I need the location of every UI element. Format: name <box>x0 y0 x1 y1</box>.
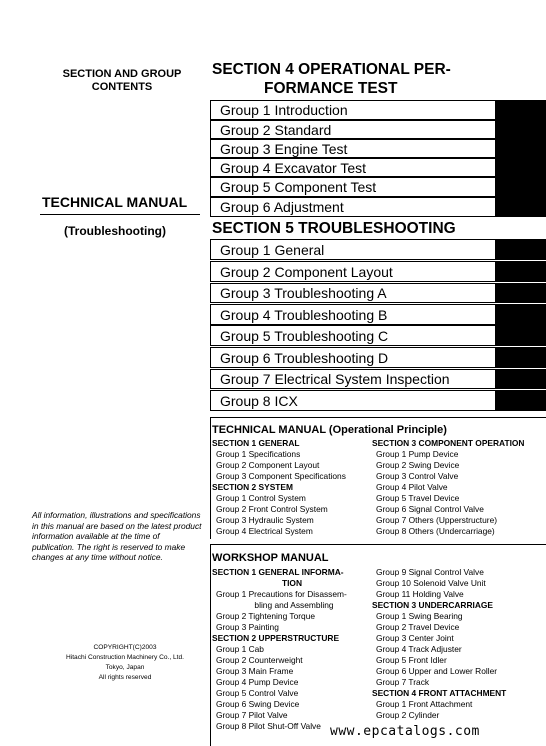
ws-top-rule <box>210 544 546 545</box>
op-left-rule <box>210 417 211 539</box>
ws-column-1 <box>212 567 372 732</box>
group-label: Group 4 Troubleshooting B <box>220 306 388 323</box>
section5-group-7-tab[interactable] <box>496 369 546 389</box>
company-line: Hitachi Construction Machinery Co., Ltd. <box>65 654 184 661</box>
group-item: Group 6 Swing Device <box>216 699 300 709</box>
ws-manual-title: WORKSHOP MANUAL <box>212 552 329 564</box>
section5-group-3[interactable] <box>210 283 496 303</box>
group-item: Group 7 Pilot Valve <box>216 710 288 720</box>
group-item: Group 7 Track <box>376 677 430 687</box>
watermark-text: www.epcatalogs.com <box>330 724 480 739</box>
group-label: Group 2 Component Layout <box>220 263 393 280</box>
group-item: Group 2 Cylinder <box>376 710 440 720</box>
group-label: Group 1 General <box>220 241 325 258</box>
section5-group-6[interactable] <box>210 347 496 368</box>
group-item: Group 1 Front Attachment <box>376 699 473 709</box>
section5-group-8[interactable] <box>210 390 496 411</box>
op-top-rule <box>210 417 546 418</box>
group-item: Group 1 Cab <box>216 644 264 654</box>
group-item: Group 2 Swing Device <box>376 460 460 470</box>
group-item: Group 1 Control System <box>216 493 306 503</box>
group-label: Group 5 Component Test <box>220 179 377 195</box>
group-item: Group 4 Electrical System <box>216 526 313 536</box>
group-label: Group 6 Adjustment <box>220 199 344 215</box>
group-item: bling and Assembling <box>254 600 334 610</box>
group-item: Group 1 Pump Device <box>376 449 459 459</box>
group-label: Group 3 Engine Test <box>220 140 348 157</box>
group-item: Group 11 Holding Valve <box>376 589 464 599</box>
section4-title-line1: SECTION 4 OPERATIONAL PER- <box>212 61 451 78</box>
section4-group-3[interactable] <box>210 139 496 158</box>
group-item: Group 2 Front Control System <box>216 504 328 514</box>
section4-group-1[interactable] <box>210 100 496 120</box>
copyright-block <box>40 643 210 683</box>
group-label: Group 2 Standard <box>220 121 332 138</box>
group-item: Group 7 Others (Upperstructure) <box>376 515 498 525</box>
section5-group-6-tab[interactable] <box>496 347 546 368</box>
group-item: Group 4 Pilot Valve <box>376 482 448 492</box>
group-item: Group 2 Travel Device <box>376 622 460 632</box>
section-heading: SECTION 3 UNDERCARRIAGE <box>372 600 493 610</box>
location-line: Tokyo, Japan <box>105 664 145 671</box>
section4-title <box>212 60 512 98</box>
section-heading: SECTION 1 GENERAL <box>212 438 300 448</box>
contents-heading <box>44 68 200 94</box>
group-item: Group 3 Control Valve <box>376 471 459 481</box>
group-item: Group 1 Swing Bearing <box>376 611 463 621</box>
section4-group-6-tab[interactable] <box>496 197 546 217</box>
section5-group-3-tab[interactable] <box>496 283 546 303</box>
group-label: Group 7 Electrical System Inspection <box>220 371 450 387</box>
section5-title: SECTION 5 TROUBLESHOOTING <box>212 220 456 237</box>
section4-group-3-tab[interactable] <box>496 139 546 158</box>
group-item: Group 6 Signal Control Valve <box>376 504 484 514</box>
ws-column-2 <box>372 567 546 721</box>
group-item: Group 1 Specifications <box>216 449 301 459</box>
section4-group-4-tab[interactable] <box>496 158 546 177</box>
section5-group-1[interactable] <box>210 239 496 260</box>
section5-group-5[interactable] <box>210 325 496 346</box>
group-item: Group 6 Upper and Lower Roller <box>376 666 498 676</box>
section4-group-6[interactable] <box>210 197 496 217</box>
section5-group-4-tab[interactable] <box>496 304 546 325</box>
group-label: Group 1 Introduction <box>220 102 348 118</box>
section4-title-line2: FORMANCE TEST <box>264 80 398 97</box>
group-label: Group 3 Troubleshooting A <box>220 285 387 301</box>
group-label: Group 8 ICX <box>220 392 298 409</box>
manual-title: TECHNICAL MANUAL <box>42 194 188 210</box>
group-item: Group 5 Front Idler <box>376 655 447 665</box>
section4-group-1-tab[interactable] <box>496 100 546 120</box>
group-item: Group 1 Precautions for Disassem- <box>216 589 347 599</box>
group-item: Group 5 Travel Device <box>376 493 460 503</box>
manual-subtitle: (Troubleshooting) <box>64 224 166 238</box>
group-item: Group 3 Component Specifications <box>216 471 346 481</box>
group-item: Group 9 Signal Control Valve <box>376 567 484 577</box>
section-heading: SECTION 3 COMPONENT OPERATION <box>372 438 525 448</box>
section4-group-2[interactable] <box>210 120 496 139</box>
section4-group-2-tab[interactable] <box>496 120 546 139</box>
group-item: Group 10 Solenoid Valve Unit <box>376 578 486 588</box>
section-heading: SECTION 2 UPPERSTRUCTURE <box>212 633 340 643</box>
group-item: Group 8 Others (Undercarriage) <box>376 526 495 536</box>
section-heading: SECTION 2 SYSTEM <box>212 482 293 492</box>
rights-line: All rights reserved <box>98 674 152 681</box>
group-item: Group 4 Track Adjuster <box>376 644 462 654</box>
section4-group-5[interactable] <box>210 177 496 197</box>
op-manual-title: TECHNICAL MANUAL (Operational Principle) <box>212 424 447 436</box>
group-item: Group 8 Pilot Shut-Off Valve <box>216 721 321 731</box>
section4-group-5-tab[interactable] <box>496 177 546 197</box>
section5-group-5-tab[interactable] <box>496 325 546 346</box>
section4-group-4[interactable] <box>210 158 496 177</box>
section-heading: SECTION 1 GENERAL INFORMA- <box>212 567 344 577</box>
group-item: Group 5 Control Valve <box>216 688 299 698</box>
manual-title-divider <box>40 214 200 215</box>
group-label: Group 6 Troubleshooting D <box>220 349 389 366</box>
section-heading: TION <box>281 578 302 588</box>
disclaimer-text: All information, illustrations and specifications in this manual are based on the latest product information available at the time of publication. The right is reserved to make changes at any time without notice. <box>32 510 202 563</box>
copyright-line: COPYRIGHT(C)2003 <box>93 644 157 651</box>
group-item: Group 3 Center Joint <box>376 633 454 643</box>
group-label: Group 5 Troubleshooting C <box>220 327 389 344</box>
op-column-2 <box>372 438 546 537</box>
group-item: Group 2 Counterweight <box>216 655 303 665</box>
contents-heading-line1: SECTION AND GROUP <box>62 68 182 80</box>
op-column-1 <box>212 438 372 537</box>
section5-group-8-tab[interactable] <box>496 390 546 411</box>
section5-group-4[interactable] <box>210 304 496 325</box>
group-item: Group 3 Hydraulic System <box>216 515 314 525</box>
section5-group-2-tab[interactable] <box>496 261 546 282</box>
group-label: Group 4 Excavator Test <box>220 159 367 176</box>
group-item: Group 3 Main Frame <box>216 666 294 676</box>
section5-group-2[interactable] <box>210 261 496 282</box>
group-item: Group 4 Pump Device <box>216 677 299 687</box>
section5-group-7[interactable] <box>210 369 496 389</box>
contents-heading-line2: CONTENTS <box>91 81 153 93</box>
ws-left-rule <box>210 544 211 746</box>
section-heading: SECTION 4 FRONT ATTACHMENT <box>372 688 507 698</box>
group-item: Group 3 Painting <box>216 622 279 632</box>
group-item: Group 2 Component Layout <box>216 460 320 470</box>
section5-group-1-tab[interactable] <box>496 239 546 260</box>
group-item: Group 2 Tightening Torque <box>216 611 316 621</box>
